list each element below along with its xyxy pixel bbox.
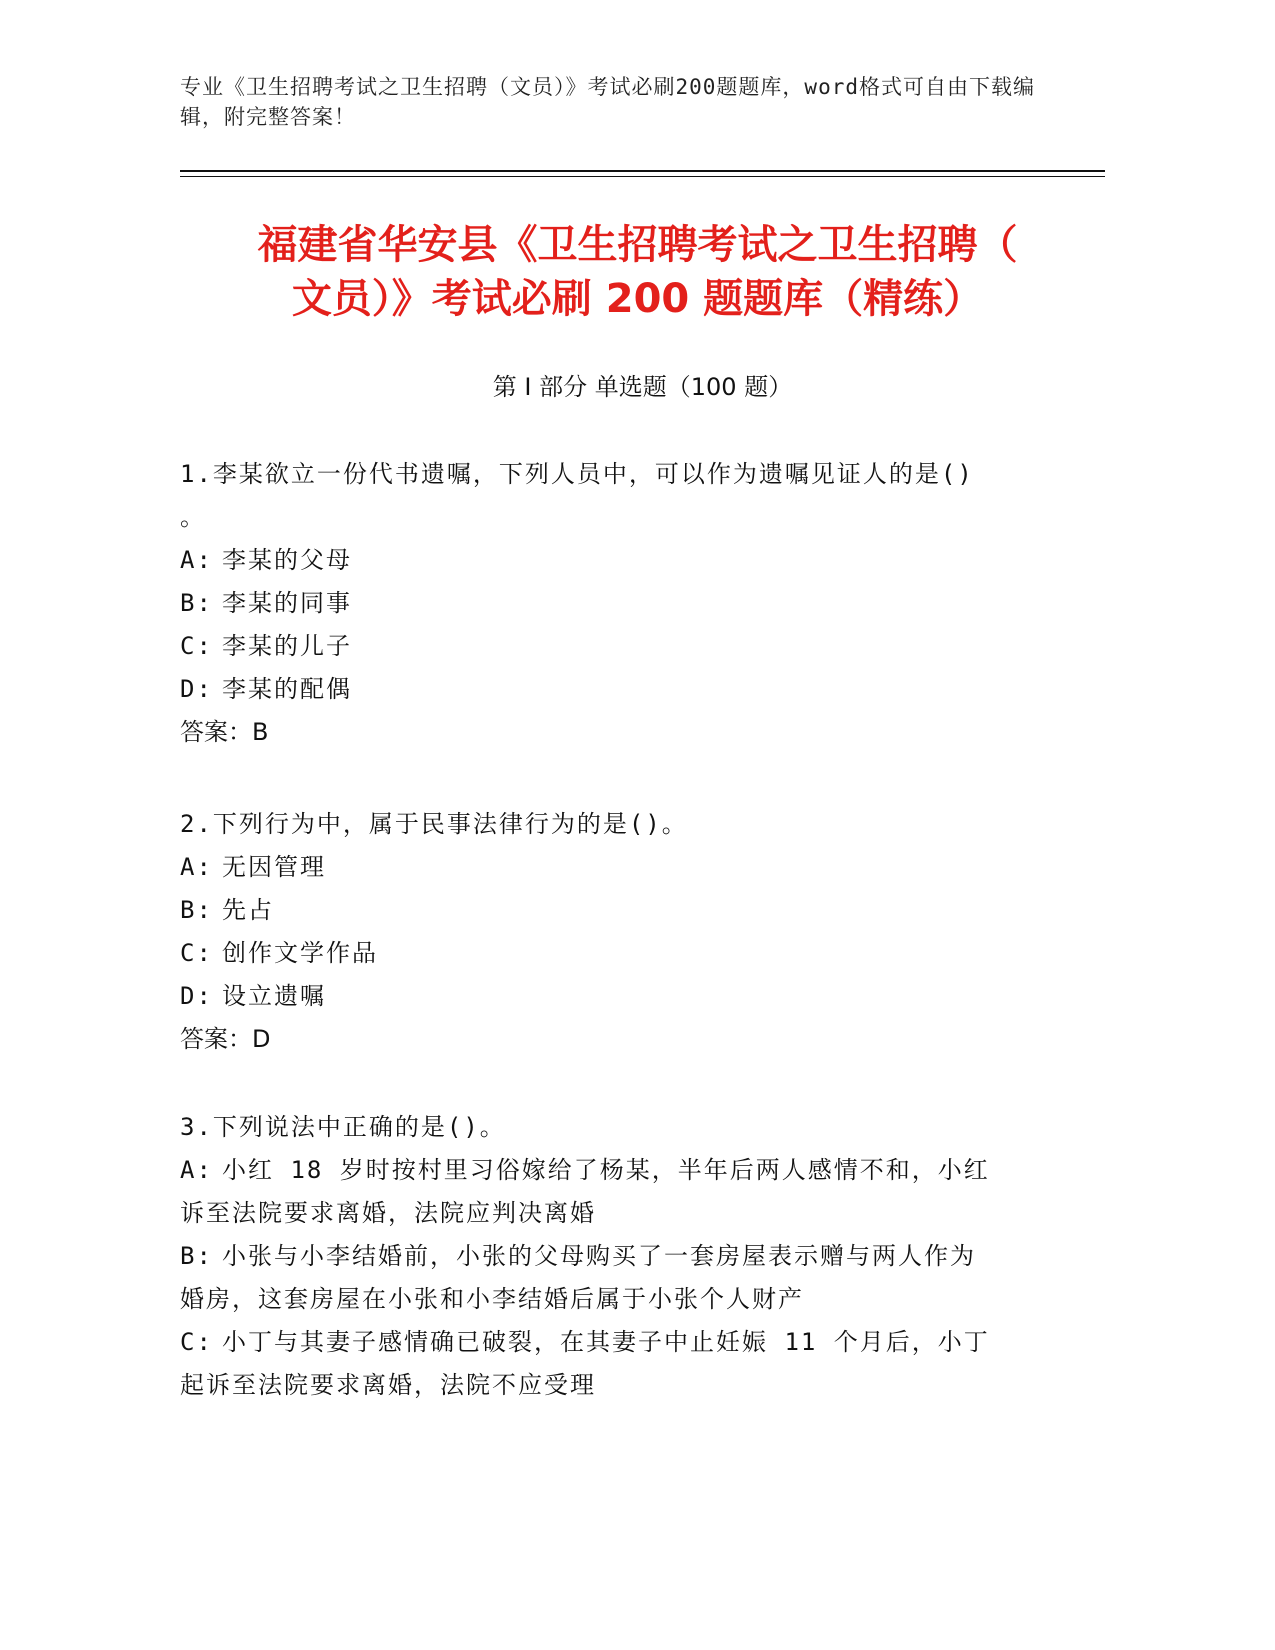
- header-note: 专业《卫生招聘考试之卫生招聘（文员）》考试必刷200题题库，word格式可自由下载编辑，附完整答案！: [180, 75, 1035, 129]
- option-letter: C:: [180, 939, 213, 967]
- option-text: 无因管理: [222, 853, 326, 881]
- document-title: [170, 218, 1105, 326]
- option-b: [180, 582, 1040, 625]
- option-c: [180, 932, 1040, 975]
- option-text: 创作文学作品: [222, 939, 378, 967]
- option-c-continuation: 起诉至法院要求离婚，法院不应受理: [180, 1371, 596, 1399]
- option-text: 李某的儿子: [222, 632, 352, 660]
- option-text: 设立遗嘱: [222, 982, 326, 1010]
- option-letter: A:: [180, 546, 213, 574]
- question-stem: 2.下列行为中，属于民事法律行为的是()。: [180, 810, 688, 838]
- header-rule-thick: [180, 170, 1105, 172]
- option-b: [180, 889, 1040, 932]
- option-letter: C:: [180, 632, 213, 660]
- option-letter: B:: [180, 1242, 213, 1270]
- option-text: 李某的配偶: [222, 675, 352, 703]
- option-d: [180, 668, 1040, 711]
- header-rule-thin: [180, 176, 1105, 177]
- option-letter: D:: [180, 675, 213, 703]
- option-letter: A:: [180, 853, 213, 881]
- option-b: [180, 1235, 1040, 1278]
- option-letter: B:: [180, 896, 213, 924]
- option-a: [180, 846, 1040, 889]
- option-text: 小红 18 岁时按村里习俗嫁给了杨某，半年后两人感情不和，小红: [222, 1156, 990, 1184]
- question-1: [180, 453, 1040, 754]
- question-stem: 3.下列说法中正确的是()。: [180, 1113, 506, 1141]
- option-a-continuation: 诉至法院要求离婚，法院应判决离婚: [180, 1199, 596, 1227]
- option-c: [180, 625, 1040, 668]
- question-stem-continuation: 。: [180, 503, 206, 531]
- question-3: [180, 1106, 1040, 1407]
- option-text: 先占: [222, 896, 274, 924]
- question-2: [180, 803, 1040, 1061]
- option-letter: D:: [180, 982, 213, 1010]
- title-line-1: 福建省华安县《卫生招聘考试之卫生招聘（: [257, 222, 1018, 268]
- option-a: [180, 1149, 1040, 1192]
- answer-line: 答案：B: [180, 718, 269, 746]
- option-text: 小丁与其妻子感情确已破裂，在其妻子中止妊娠 11 个月后，小丁: [222, 1328, 990, 1356]
- option-text: 李某的同事: [222, 589, 352, 617]
- option-d: [180, 975, 1040, 1018]
- option-text: 李某的父母: [222, 546, 352, 574]
- title-line-2: 文员）》考试必刷 200 题题库（精练）: [291, 276, 984, 322]
- option-letter: A:: [180, 1156, 213, 1184]
- section-title: 第 I 部分 单选题（100 题）: [492, 373, 793, 401]
- option-c: [180, 1321, 1040, 1364]
- option-b-continuation: 婚房，这套房屋在小张和小李结婚后属于小张个人财产: [180, 1285, 804, 1313]
- option-letter: C:: [180, 1328, 213, 1356]
- option-text: 小张与小李结婚前，小张的父母购买了一套房屋表示赠与两人作为: [222, 1242, 976, 1270]
- answer-line: 答案：D: [180, 1025, 271, 1053]
- question-stem: 1.李某欲立一份代书遗嘱，下列人员中，可以作为遗嘱见证人的是(): [180, 460, 974, 488]
- option-a: [180, 539, 1040, 582]
- option-letter: B:: [180, 589, 213, 617]
